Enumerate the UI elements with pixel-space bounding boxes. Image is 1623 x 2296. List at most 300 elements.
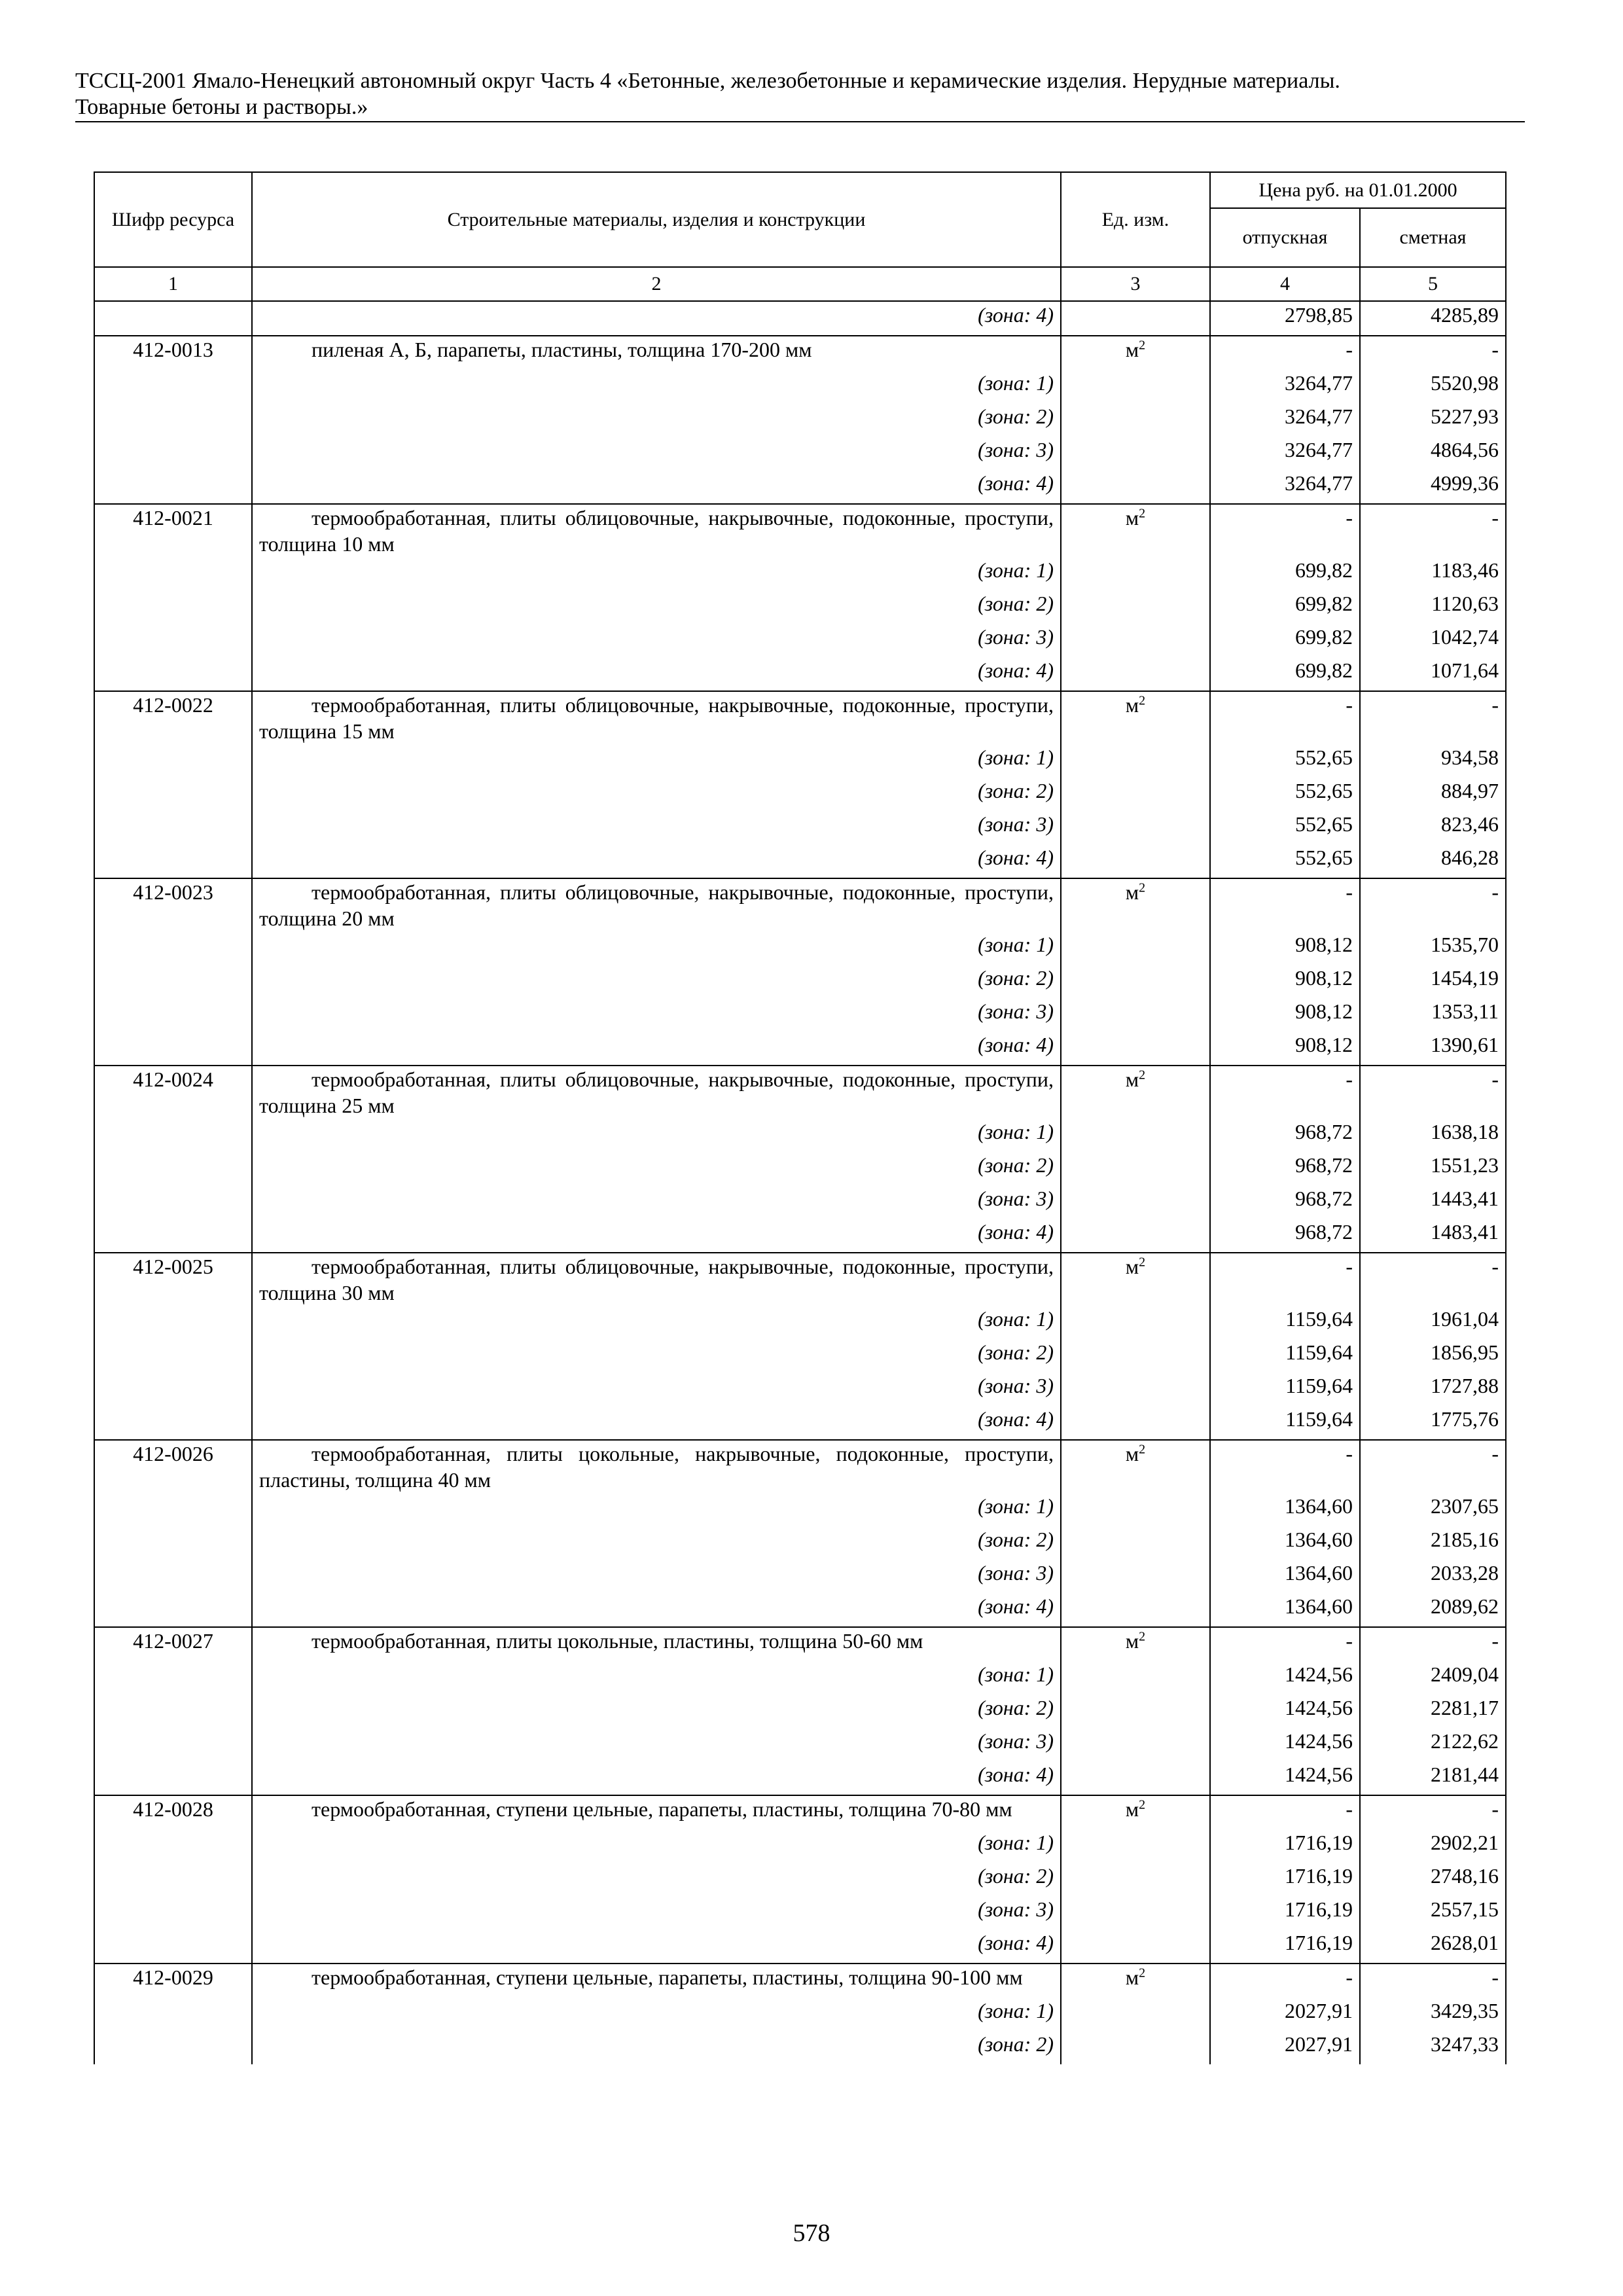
estimate-price: 2033,28: [1360, 1560, 1506, 1593]
release-price: 1716,19: [1210, 1896, 1360, 1929]
table-row-zone: [94, 1406, 1506, 1440]
release-price: 1424,56: [1210, 1728, 1360, 1761]
estimate-price: 2557,15: [1360, 1896, 1506, 1929]
unit-cell: [1061, 1406, 1210, 1440]
code-cell: [94, 301, 252, 336]
zone-label: (зона: 1): [252, 1661, 1061, 1695]
item-description: [252, 336, 1061, 370]
zone-label: (зона: 4): [252, 844, 1061, 878]
col-number: 1: [94, 267, 252, 301]
release-price: 968,72: [1210, 1152, 1360, 1185]
col-number: 3: [1061, 267, 1210, 301]
estimate-price: 2185,16: [1360, 1526, 1506, 1560]
unit-label: м: [1125, 506, 1139, 529]
release-price: 2027,91: [1210, 1998, 1360, 2031]
table-row-item: [94, 1066, 1506, 1119]
code-cell: [94, 657, 252, 691]
zone-label: (зона: 1): [252, 1306, 1061, 1339]
unit-cell: [1061, 1863, 1210, 1896]
release-price: 3264,77: [1210, 437, 1360, 470]
table-row-item: [94, 691, 1506, 744]
unit-cell: [1061, 1560, 1210, 1593]
release-price: 699,82: [1210, 557, 1360, 590]
estimate-price: 4285,89: [1360, 301, 1506, 336]
zone-label: (зона: 2): [252, 2031, 1061, 2064]
table-row-zone: [94, 557, 1506, 590]
estimate-price: 1042,74: [1360, 624, 1506, 657]
release-price: 552,65: [1210, 744, 1360, 778]
estimate-price: -: [1360, 878, 1506, 931]
col-number: 5: [1360, 267, 1506, 301]
release-price: -: [1210, 1795, 1360, 1829]
unit-cell: [1061, 1896, 1210, 1929]
release-price: 3264,77: [1210, 470, 1360, 504]
estimate-price: -: [1360, 1253, 1506, 1306]
table-row-item: [94, 1964, 1506, 1998]
release-price: 908,12: [1210, 1031, 1360, 1066]
estimate-price: -: [1360, 504, 1506, 557]
code-cell: [94, 1560, 252, 1593]
table-row-item: [94, 336, 1506, 370]
code-cell: [94, 557, 252, 590]
code-cell: [94, 2031, 252, 2064]
table-row-zone: [94, 1306, 1506, 1339]
zone-label: (зона: 3): [252, 1185, 1061, 1219]
code-cell: [94, 998, 252, 1031]
unit-cell: [1061, 1253, 1210, 1306]
code-cell: [94, 1031, 252, 1066]
resource-code: 412-0029: [94, 1964, 252, 1998]
item-description-text: пиленая А, Б, парапеты, пластины, толщина 170-200 мм: [312, 338, 812, 361]
unit-cell: [1061, 1372, 1210, 1406]
item-description: [252, 691, 1061, 744]
table-row-zone: [94, 965, 1506, 998]
unit-label: м: [1125, 1067, 1139, 1091]
estimate-price: 1775,76: [1360, 1406, 1506, 1440]
page-number: 578: [793, 2219, 830, 2247]
estimate-price: 1961,04: [1360, 1306, 1506, 1339]
zone-label: (зона: 4): [252, 1593, 1061, 1627]
code-cell: [94, 1593, 252, 1627]
price-table: [94, 171, 1507, 2064]
unit-cell: [1061, 1066, 1210, 1119]
unit-cell: [1061, 624, 1210, 657]
code-cell: [94, 1929, 252, 1964]
table-row-zone: [94, 1560, 1506, 1593]
unit-cell: [1061, 1306, 1210, 1339]
unit-label: м: [1125, 693, 1139, 717]
release-price: 2798,85: [1210, 301, 1360, 336]
code-cell: [94, 744, 252, 778]
code-cell: [94, 1695, 252, 1728]
estimate-price: 1483,41: [1360, 1219, 1506, 1253]
code-cell: [94, 1863, 252, 1896]
zone-label: (зона: 2): [252, 1863, 1061, 1896]
unit-exponent: 2: [1139, 1255, 1146, 1270]
release-price: 1159,64: [1210, 1406, 1360, 1440]
unit-exponent: 2: [1139, 880, 1146, 895]
table-row-zone: [94, 1219, 1506, 1253]
estimate-price: 1443,41: [1360, 1185, 1506, 1219]
estimate-price: 884,97: [1360, 778, 1506, 811]
release-price: -: [1210, 1440, 1360, 1493]
resource-code: 412-0023: [94, 878, 252, 931]
unit-label: м: [1125, 338, 1139, 361]
item-description-text: термообработанная, ступени цельные, парапеты, пластины, толщина 90-100 мм: [312, 1965, 1023, 1989]
unit-cell: [1061, 744, 1210, 778]
unit-cell: [1061, 657, 1210, 691]
zone-label: (зона: 3): [252, 1372, 1061, 1406]
table-row-zone: [94, 998, 1506, 1031]
item-description-text: термообработанная, плиты облицовочные, накрывочные, подоконные, проступи, толщина 15 мм: [259, 693, 1054, 743]
estimate-price: 2181,44: [1360, 1761, 1506, 1795]
item-description: [252, 1795, 1061, 1829]
unit-cell: [1061, 691, 1210, 744]
release-price: 968,72: [1210, 1185, 1360, 1219]
item-description-text: термообработанная, плиты облицовочные, накрывочные, подоконные, проступи, толщина 30 мм: [259, 1255, 1054, 1304]
zone-label: (зона: 1): [252, 1998, 1061, 2031]
code-cell: [94, 470, 252, 504]
table-row-zone: [94, 624, 1506, 657]
estimate-price: 934,58: [1360, 744, 1506, 778]
table-row-zone: [94, 403, 1506, 437]
zone-label: (зона: 4): [252, 1929, 1061, 1964]
zone-label: (зона: 3): [252, 1728, 1061, 1761]
unit-cell: [1061, 1219, 1210, 1253]
table-row-zone: [94, 1728, 1506, 1761]
code-cell: [94, 624, 252, 657]
estimate-price: 2307,65: [1360, 1493, 1506, 1526]
table-row-zone: [94, 1593, 1506, 1627]
estimate-price: 2281,17: [1360, 1695, 1506, 1728]
unit-cell: [1061, 301, 1210, 336]
item-description-text: термообработанная, плиты облицовочные, накрывочные, подоконные, проступи, толщина 20 мм: [259, 880, 1054, 930]
unit-cell: [1061, 1795, 1210, 1829]
estimate-price: 3429,35: [1360, 1998, 1506, 2031]
zone-label: (зона: 4): [252, 1761, 1061, 1795]
release-price: 699,82: [1210, 624, 1360, 657]
code-cell: [94, 1896, 252, 1929]
unit-cell: [1061, 1829, 1210, 1863]
estimate-price: -: [1360, 1627, 1506, 1661]
table-row-zone: [94, 778, 1506, 811]
item-description: [252, 1253, 1061, 1306]
code-cell: [94, 1493, 252, 1526]
release-price: 1364,60: [1210, 1493, 1360, 1526]
table-row-zone: [94, 844, 1506, 878]
unit-cell: [1061, 403, 1210, 437]
zone-label: (зона: 1): [252, 557, 1061, 590]
zone-label: (зона: 4): [252, 657, 1061, 691]
unit-cell: [1061, 1440, 1210, 1493]
unit-exponent: 2: [1139, 1442, 1146, 1457]
zone-label: (зона: 2): [252, 590, 1061, 624]
release-price: -: [1210, 878, 1360, 931]
release-price: 552,65: [1210, 778, 1360, 811]
estimate-price: -: [1360, 691, 1506, 744]
table-row-item: [94, 1440, 1506, 1493]
unit-cell: [1061, 1526, 1210, 1560]
release-price: -: [1210, 1627, 1360, 1661]
unit-cell: [1061, 1152, 1210, 1185]
estimate-price: 1183,46: [1360, 557, 1506, 590]
table-row-zone: [94, 1896, 1506, 1929]
item-description-text: термообработанная, плиты цокольные, накрывочные, подоконные, проступи, пластины, толщина 40 мм: [259, 1442, 1054, 1492]
table-row-zone: [94, 1493, 1506, 1526]
table-row-item: [94, 1795, 1506, 1829]
release-price: 968,72: [1210, 1219, 1360, 1253]
code-cell: [94, 403, 252, 437]
release-price: 1364,60: [1210, 1526, 1360, 1560]
code-cell: [94, 1306, 252, 1339]
estimate-price: 4999,36: [1360, 470, 1506, 504]
estimate-price: 1390,61: [1360, 1031, 1506, 1066]
release-price: 1159,64: [1210, 1306, 1360, 1339]
code-cell: [94, 931, 252, 965]
unit-cell: [1061, 998, 1210, 1031]
code-cell: [94, 1728, 252, 1761]
unit-cell: [1061, 1627, 1210, 1661]
table-row-item: [94, 1253, 1506, 1306]
estimate-price: 1071,64: [1360, 657, 1506, 691]
release-price: 1716,19: [1210, 1929, 1360, 1964]
zone-label: (зона: 2): [252, 403, 1061, 437]
estimate-price: -: [1360, 1964, 1506, 1998]
zone-label: (зона: 4): [252, 301, 1061, 336]
unit-cell: [1061, 1695, 1210, 1728]
unit-cell: [1061, 590, 1210, 624]
release-price: 1716,19: [1210, 1863, 1360, 1896]
release-price: -: [1210, 336, 1360, 370]
release-price: 1424,56: [1210, 1761, 1360, 1795]
header-title-line-1: ТССЦ-2001 Ямало-Ненецкий автономный округ Часть 4 «Бетонные, железобетонные и керамические изделия. Нерудные материалы.: [75, 69, 1340, 93]
zone-label: (зона: 4): [252, 1219, 1061, 1253]
zone-label: (зона: 3): [252, 998, 1061, 1031]
unit-cell: [1061, 370, 1210, 403]
col-header-code: Шифр ресурса: [94, 172, 252, 267]
unit-cell: [1061, 1998, 1210, 2031]
unit-exponent: 2: [1139, 1797, 1146, 1812]
estimate-price: 3247,33: [1360, 2031, 1506, 2064]
table-row-zone: [94, 590, 1506, 624]
release-price: 1159,64: [1210, 1372, 1360, 1406]
release-price: 699,82: [1210, 590, 1360, 624]
release-price: 1364,60: [1210, 1560, 1360, 1593]
unit-cell: [1061, 1761, 1210, 1795]
code-cell: [94, 1829, 252, 1863]
table-row-continuation: [94, 301, 1506, 336]
estimate-price: 1551,23: [1360, 1152, 1506, 1185]
estimate-price: 2628,01: [1360, 1929, 1506, 1964]
estimate-price: 1638,18: [1360, 1119, 1506, 1152]
zone-label: (зона: 2): [252, 1695, 1061, 1728]
col-number: 4: [1210, 267, 1360, 301]
unit-label: м: [1125, 1797, 1139, 1821]
estimate-price: 2089,62: [1360, 1593, 1506, 1627]
unit-cell: [1061, 1185, 1210, 1219]
code-cell: [94, 1185, 252, 1219]
item-description: [252, 1627, 1061, 1661]
estimate-price: 2122,62: [1360, 1728, 1506, 1761]
code-cell: [94, 965, 252, 998]
unit-cell: [1061, 437, 1210, 470]
table-row-zone: [94, 370, 1506, 403]
release-price: 2027,91: [1210, 2031, 1360, 2064]
code-cell: [94, 1152, 252, 1185]
code-cell: [94, 1526, 252, 1560]
table-row-zone: [94, 931, 1506, 965]
unit-label: м: [1125, 1255, 1139, 1278]
unit-cell: [1061, 336, 1210, 370]
release-price: 552,65: [1210, 811, 1360, 844]
col-header-estimate: сметная: [1360, 208, 1506, 267]
header-rule: [75, 121, 1525, 122]
item-description-text: термообработанная, плиты облицовочные, накрывочные, подоконные, проступи, толщина 25 мм: [259, 1067, 1054, 1117]
release-price: 908,12: [1210, 965, 1360, 998]
table-row-zone: [94, 1185, 1506, 1219]
table-row-zone: [94, 1863, 1506, 1896]
table-row-zone: [94, 2031, 1506, 2064]
unit-exponent: 2: [1139, 1965, 1146, 1981]
code-cell: [94, 1406, 252, 1440]
unit-cell: [1061, 1929, 1210, 1964]
table-row-item: [94, 1627, 1506, 1661]
table-row-zone: [94, 1526, 1506, 1560]
estimate-price: 846,28: [1360, 844, 1506, 878]
item-description: [252, 1440, 1061, 1493]
zone-label: (зона: 2): [252, 778, 1061, 811]
item-description: [252, 1066, 1061, 1119]
estimate-price: -: [1360, 1795, 1506, 1829]
resource-code: 412-0024: [94, 1066, 252, 1119]
item-description: [252, 1964, 1061, 1998]
table-row-zone: [94, 1998, 1506, 2031]
zone-label: (зона: 2): [252, 1152, 1061, 1185]
release-price: 1364,60: [1210, 1593, 1360, 1627]
code-cell: [94, 1339, 252, 1372]
estimate-price: -: [1360, 336, 1506, 370]
release-price: -: [1210, 1066, 1360, 1119]
release-price: -: [1210, 691, 1360, 744]
zone-label: (зона: 1): [252, 931, 1061, 965]
table-row-zone: [94, 470, 1506, 504]
zone-label: (зона: 2): [252, 1526, 1061, 1560]
estimate-price: 1856,95: [1360, 1339, 1506, 1372]
table-row-zone: [94, 1372, 1506, 1406]
table-row-item: [94, 504, 1506, 557]
item-description-text: термообработанная, плиты облицовочные, накрывочные, подоконные, проступи, толщина 10 мм: [259, 506, 1054, 556]
release-price: 1159,64: [1210, 1339, 1360, 1372]
code-cell: [94, 590, 252, 624]
unit-cell: [1061, 878, 1210, 931]
unit-cell: [1061, 965, 1210, 998]
unit-cell: [1061, 557, 1210, 590]
unit-exponent: 2: [1139, 338, 1146, 353]
unit-exponent: 2: [1139, 506, 1146, 521]
unit-exponent: 2: [1139, 1629, 1146, 1644]
estimate-price: 1727,88: [1360, 1372, 1506, 1406]
unit-cell: [1061, 1964, 1210, 1998]
release-price: 908,12: [1210, 998, 1360, 1031]
zone-label: (зона: 4): [252, 470, 1061, 504]
estimate-price: 1454,19: [1360, 965, 1506, 998]
table-row-zone: [94, 1152, 1506, 1185]
zone-label: (зона: 4): [252, 1031, 1061, 1066]
unit-label: м: [1125, 1629, 1139, 1653]
price-table-body: [94, 301, 1506, 2064]
unit-label: м: [1125, 880, 1139, 904]
table-row-zone: [94, 657, 1506, 691]
release-price: 3264,77: [1210, 370, 1360, 403]
release-price: 699,82: [1210, 657, 1360, 691]
table-row-zone: [94, 1031, 1506, 1066]
unit-exponent: 2: [1139, 1067, 1146, 1083]
document-header: [75, 68, 1515, 120]
code-cell: [94, 1219, 252, 1253]
zone-label: (зона: 3): [252, 1896, 1061, 1929]
resource-code: 412-0013: [94, 336, 252, 370]
release-price: 968,72: [1210, 1119, 1360, 1152]
code-cell: [94, 811, 252, 844]
release-price: 908,12: [1210, 931, 1360, 965]
header-title-line-2: Товарные бетоны и растворы.»: [75, 95, 368, 119]
estimate-price: 1353,11: [1360, 998, 1506, 1031]
table-row-zone: [94, 1761, 1506, 1795]
zone-label: (зона: 1): [252, 1493, 1061, 1526]
unit-label: м: [1125, 1965, 1139, 1989]
table-row-zone: [94, 1339, 1506, 1372]
resource-code: 412-0027: [94, 1627, 252, 1661]
item-description: [252, 878, 1061, 931]
unit-cell: [1061, 2031, 1210, 2064]
unit-cell: [1061, 778, 1210, 811]
zone-label: (зона: 1): [252, 1829, 1061, 1863]
zone-label: (зона: 1): [252, 744, 1061, 778]
zone-label: (зона: 3): [252, 437, 1061, 470]
zone-label: (зона: 2): [252, 1339, 1061, 1372]
item-description-text: термообработанная, ступени цельные, парапеты, пластины, толщина 70-80 мм: [312, 1797, 1012, 1821]
estimate-price: 823,46: [1360, 811, 1506, 844]
estimate-price: 2409,04: [1360, 1661, 1506, 1695]
code-cell: [94, 1661, 252, 1695]
code-cell: [94, 844, 252, 878]
table-row-zone: [94, 1829, 1506, 1863]
unit-cell: [1061, 1031, 1210, 1066]
resource-code: 412-0028: [94, 1795, 252, 1829]
table-row-zone: [94, 1661, 1506, 1695]
estimate-price: 2748,16: [1360, 1863, 1506, 1896]
col-header-name: Строительные материалы, изделия и конструкции: [252, 172, 1061, 267]
code-cell: [94, 1372, 252, 1406]
table-row-zone: [94, 437, 1506, 470]
estimate-price: -: [1360, 1440, 1506, 1493]
col-header-unit: Ед. изм.: [1061, 172, 1210, 267]
release-price: 3264,77: [1210, 403, 1360, 437]
code-cell: [94, 778, 252, 811]
price-table-head: [94, 172, 1506, 301]
release-price: 1424,56: [1210, 1661, 1360, 1695]
resource-code: 412-0025: [94, 1253, 252, 1306]
release-price: -: [1210, 1253, 1360, 1306]
zone-label: (зона: 2): [252, 965, 1061, 998]
unit-cell: [1061, 1728, 1210, 1761]
table-row-zone: [94, 1119, 1506, 1152]
estimate-price: 1120,63: [1360, 590, 1506, 624]
estimate-price: 5227,93: [1360, 403, 1506, 437]
unit-cell: [1061, 1661, 1210, 1695]
zone-label: (зона: 3): [252, 1560, 1061, 1593]
code-cell: [94, 1761, 252, 1795]
